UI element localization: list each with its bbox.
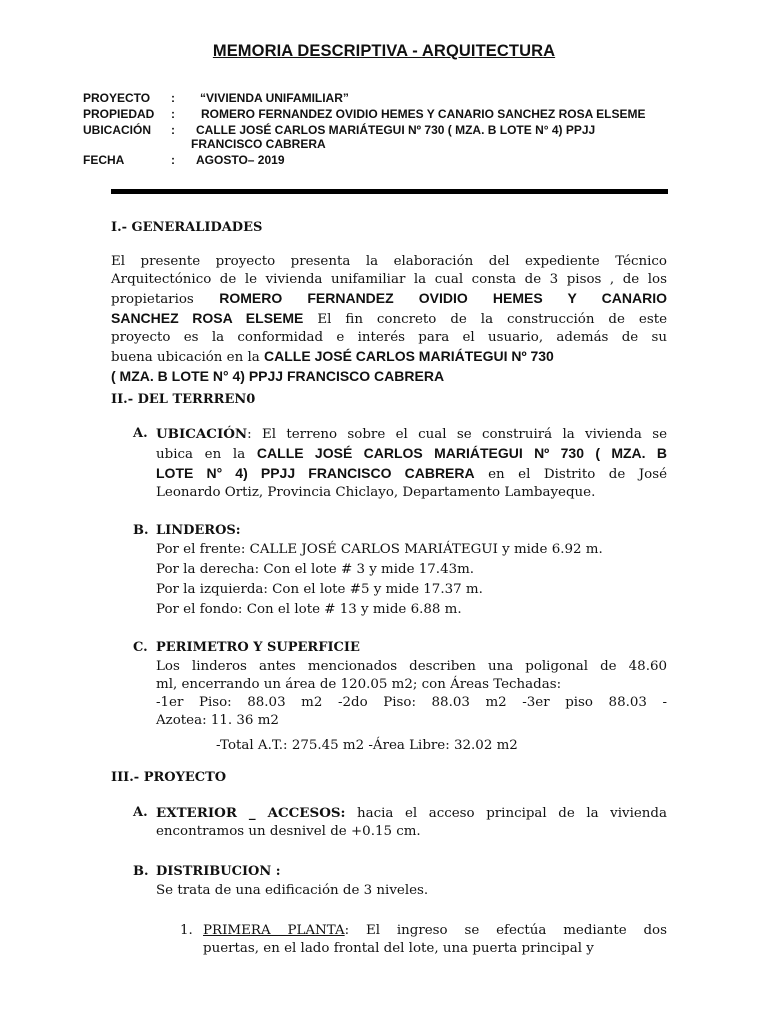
text-line: El presente proyecto presenta la elaboración del expediente Técnico (111, 254, 667, 269)
text-line: Arquitectónico de le vivienda unifamiliar la cual consta de 3 pisos , de los (111, 272, 667, 287)
lindero-frente: Por el frente: CALLE JOSÉ CARLOS MARIÁTEGUI y mide 6.92 m. (156, 542, 603, 557)
numbered-item-1: 1. (180, 923, 193, 938)
ubicacion-paragraph (156, 425, 667, 502)
header-ubicacion-label: UBICACIÓN (83, 123, 151, 137)
header-fecha-value: AGOSTO– 2019 (196, 153, 285, 167)
header-propiedad-label: PROPIEDAD (83, 107, 155, 121)
header-propiedad-value: ROMERO FERNANDEZ OVIDIO HEMES Y CANARIO SANCHEZ ROSA ELSEME (201, 107, 646, 121)
text-line: Los linderos antes mencionados describen una poligonal de 48.60 (156, 659, 667, 674)
section-heading-proyecto: III.- PROYECTO (111, 770, 227, 785)
distribucion-title: DISTRIBUCION : (156, 864, 281, 879)
header-colon: : (171, 91, 175, 105)
list-letter-c: C. (133, 640, 148, 655)
text-line: puertas, en el lado frontal del lote, una puerta principal y (203, 941, 594, 956)
header-proyecto-label: PROYECTO (83, 91, 151, 105)
text-line: ml, encerrando un área de 120.05 m2; con Áreas Techadas: (156, 677, 562, 692)
text-line: propietarios ROMERO FERNANDEZ OVIDIO HEMES Y CANARIO (111, 290, 667, 307)
linderos-title: LINDEROS: (156, 523, 241, 538)
section-heading-generalidades: I.- GENERALIDADES (111, 220, 263, 235)
exterior-accesos-paragraph (156, 804, 667, 841)
header-ubicacion-value-line2: FRANCISCO CABRERA (191, 137, 326, 151)
header-colon: : (171, 153, 175, 167)
header-fecha-label: FECHA (83, 153, 125, 167)
text-line: SANCHEZ ROSA ELSEME El fin concreto de la construcción de este (111, 310, 668, 327)
header-ubicacion-value-line1: CALLE JOSÉ CARLOS MARIÁTEGUI Nº 730 ( MZA. B LOTE N° 4) PPJJ (196, 123, 596, 137)
text-line: ubica en la CALLE JOSÉ CARLOS MARIÁTEGUI Nº 730 ( MZA. B (156, 445, 667, 462)
total-areas-line: -Total A.T.: 275.45 m2 -Área Libre: 32.02 m2 (216, 738, 518, 753)
text-line: UBICACIÓN: El terreno sobre el cual se construirá la vivienda se (156, 426, 667, 442)
list-letter-a: A. (133, 805, 148, 820)
lindero-fondo: Por el fondo: Con el lote # 13 y mide 6.88 m. (156, 602, 462, 617)
text-line: encontramos un desnivel de +0.15 cm. (156, 824, 421, 839)
header-proyecto-value: “VIVIENDA UNIFAMILIAR” (200, 91, 349, 105)
header-divider (111, 189, 668, 194)
text-line: LOTE N° 4) PPJJ FRANCISCO CABRERA en el Distrito de José (156, 465, 667, 482)
lindero-derecha: Por la derecha: Con el lote # 3 y mide 17.43m. (156, 562, 475, 577)
text-line: buena ubicación en la CALLE JOSÉ CARLOS MARIÁTEGUI Nº 730 (111, 348, 554, 365)
primera-planta-paragraph (203, 922, 667, 958)
text-line: proyecto es la conformidad e interés para el usuario, además de su (111, 330, 667, 345)
list-letter-b: B. (133, 523, 149, 538)
list-letter-a: A. (133, 426, 148, 441)
header-colon: : (171, 123, 175, 137)
section-heading-terreno: II.- DEL TERRREN0 (111, 392, 256, 407)
text-line: Azotea: 11. 36 m2 (156, 713, 279, 728)
lindero-izquierda: Por la izquierda: Con el lote #5 y mide 17.37 m. (156, 582, 483, 597)
text-line: PRIMERA PLANTA: El ingreso se efectúa mediante dos (203, 923, 667, 938)
perimetro-paragraph (156, 658, 667, 730)
text-line: ( MZA. B LOTE N° 4) PPJJ FRANCISCO CABRERA (111, 368, 445, 384)
document-title: MEMORIA DESCRIPTIVA - ARQUITECTURA (212, 42, 556, 60)
text-line: EXTERIOR _ ACCESOS: hacia el acceso principal de la vivienda (156, 805, 667, 821)
list-letter-b: B. (133, 864, 149, 879)
generalidades-paragraph (111, 253, 667, 387)
text-line: Leonardo Ortiz, Provincia Chiclayo, Departamento Lambayeque. (156, 485, 596, 500)
text-line: -1er Piso: 88.03 m2 -2do Piso: 88.03 m2 -3er piso 88.03 - (156, 695, 667, 710)
distribucion-text: Se trata de una edificación de 3 niveles. (156, 883, 429, 898)
header-colon: : (171, 107, 175, 121)
perimetro-title: PERIMETRO Y SUPERFICIE (156, 640, 360, 655)
